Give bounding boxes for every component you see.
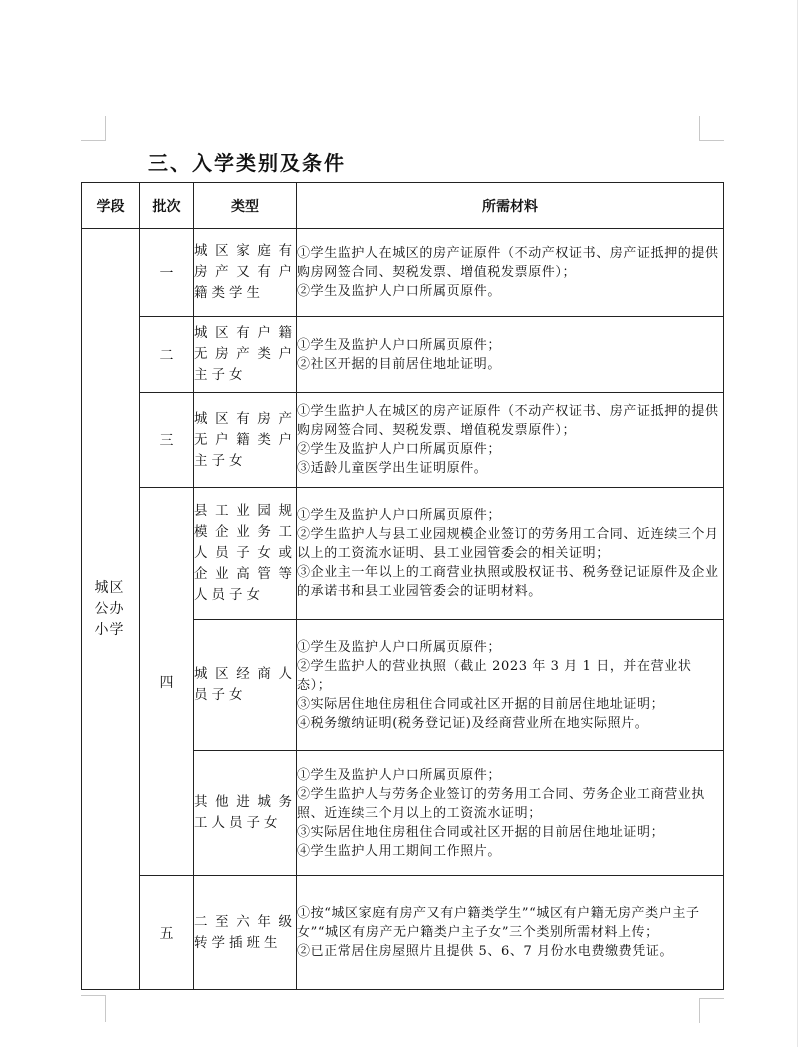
- materials-cell: [297, 393, 724, 488]
- material-item: ②学生监护人与劳务企业签订的劳务用工合同、劳务企业工商营业执照、近连续三个月以上的工资流水证明；: [297, 786, 706, 821]
- type-cell: 城区有户籍无房产类户主子女: [194, 317, 297, 393]
- stage-cell: [82, 229, 140, 990]
- material-item: ②已正常居住房屋照片且提供 5、6、7 月份水电费缴费凭证。: [297, 944, 674, 959]
- material-item: ②社区开据的目前居住地址证明。: [297, 356, 502, 372]
- page-corner-mark-bottom-left: [81, 995, 106, 1022]
- type-cell: 其他进城务工人员子女: [194, 751, 297, 876]
- header-stage: 学段: [82, 183, 140, 229]
- material-item: ②学生监护人的营业执照（截止 2023 年 3 月 1 日，并在营业状态）；: [297, 658, 692, 693]
- type-cell: 县工业园规模企业务工人员子女或企业高管等人员子女: [194, 488, 297, 620]
- batch-cell: 四: [140, 488, 194, 876]
- material-item: ①学生及监护人户口所属页原件；: [297, 508, 502, 523]
- materials-cell: [297, 876, 724, 990]
- page-edge-line: [797, 0, 798, 1047]
- material-item: ②学生监护人与县工业园规模企业签订的劳务用工合同、近连续三个月以上的工资流水证明、县工业园管委会的相关证明；: [297, 527, 719, 561]
- material-item: ③实际居住地住房租住合同或社区开据的目前居住地址证明；: [297, 824, 665, 840]
- stage-label: 城区公办小学: [94, 579, 125, 638]
- materials-cell: [297, 229, 724, 317]
- material-item: ①学生监护人在城区的房产证原件（不动产权证书、房产证抵押的提供购房网签合同、契税发票、增值税发票原件）；: [297, 246, 719, 280]
- material-item: ④学生监护人用工期间工作照片。: [297, 843, 502, 859]
- materials-cell: [297, 620, 724, 751]
- material-item: ①学生及监护人户口所属页原件；: [297, 639, 502, 655]
- materials-cell: [297, 751, 724, 876]
- batch-cell: 一: [140, 229, 194, 317]
- type-cell: 城区有房产无户籍类户主子女: [194, 393, 297, 488]
- batch-cell: 五: [140, 876, 194, 990]
- page-corner-mark-top-left: [81, 116, 106, 141]
- material-item: ①按“城区家庭有房产又有户籍类学生”“城区有户籍无房产类户主子女”“城区有房产无户籍类户主子女”三个类别所需材料上传；: [297, 906, 700, 940]
- material-item: ②学生及监护人户口所属页原件。: [297, 284, 502, 299]
- header-batch: 批次: [140, 183, 194, 229]
- header-type: 类型: [194, 183, 297, 229]
- material-item: ④税务缴纳证明(税务登记证)及经商营业所在地实际照片。: [297, 715, 649, 731]
- material-item: ③实际居住地住房租住合同或社区开据的目前居住地址证明；: [297, 696, 665, 712]
- material-item: ③适龄儿童医学出生证明原件。: [297, 461, 488, 476]
- material-item: ③企业主一年以上的工商营业执照或股权证书、税务登记证原件及企业的承诺书和县工业园管委会的证明材料。: [297, 565, 719, 599]
- type-cell: 城区经商人员子女: [194, 620, 297, 751]
- page-corner-mark-top-right: [699, 116, 724, 141]
- type-cell: 城区家庭有房产又有户籍类学生: [194, 229, 297, 317]
- material-item: ①学生及监护人户口所属页原件；: [297, 767, 502, 783]
- type-cell: 二至六年级转学插班生: [194, 876, 297, 990]
- table-row: [82, 393, 724, 488]
- table-row: [82, 488, 724, 620]
- header-materials: 所需材料: [297, 183, 724, 229]
- table-row: [82, 876, 724, 990]
- table-row: [82, 229, 724, 317]
- batch-cell: 二: [140, 317, 194, 393]
- admission-table: [81, 182, 724, 990]
- material-item: ①学生监护人在城区的房产证原件（不动产权证书、房产证抵押的提供购房网签合同、契税发票、增值税发票原件）；: [297, 404, 719, 438]
- table-row: [82, 317, 724, 393]
- page-corner-mark-bottom-right: [699, 998, 724, 1023]
- material-item: ①学生及监护人户口所属页原件；: [297, 337, 502, 353]
- section-heading: 三、入学类别及条件: [148, 151, 346, 175]
- batch-cell: 三: [140, 393, 194, 488]
- material-item: ②学生及监护人户口所属页原件；: [297, 442, 502, 457]
- materials-cell: [297, 317, 724, 393]
- materials-cell: [297, 488, 724, 620]
- table-header-row: [82, 183, 724, 229]
